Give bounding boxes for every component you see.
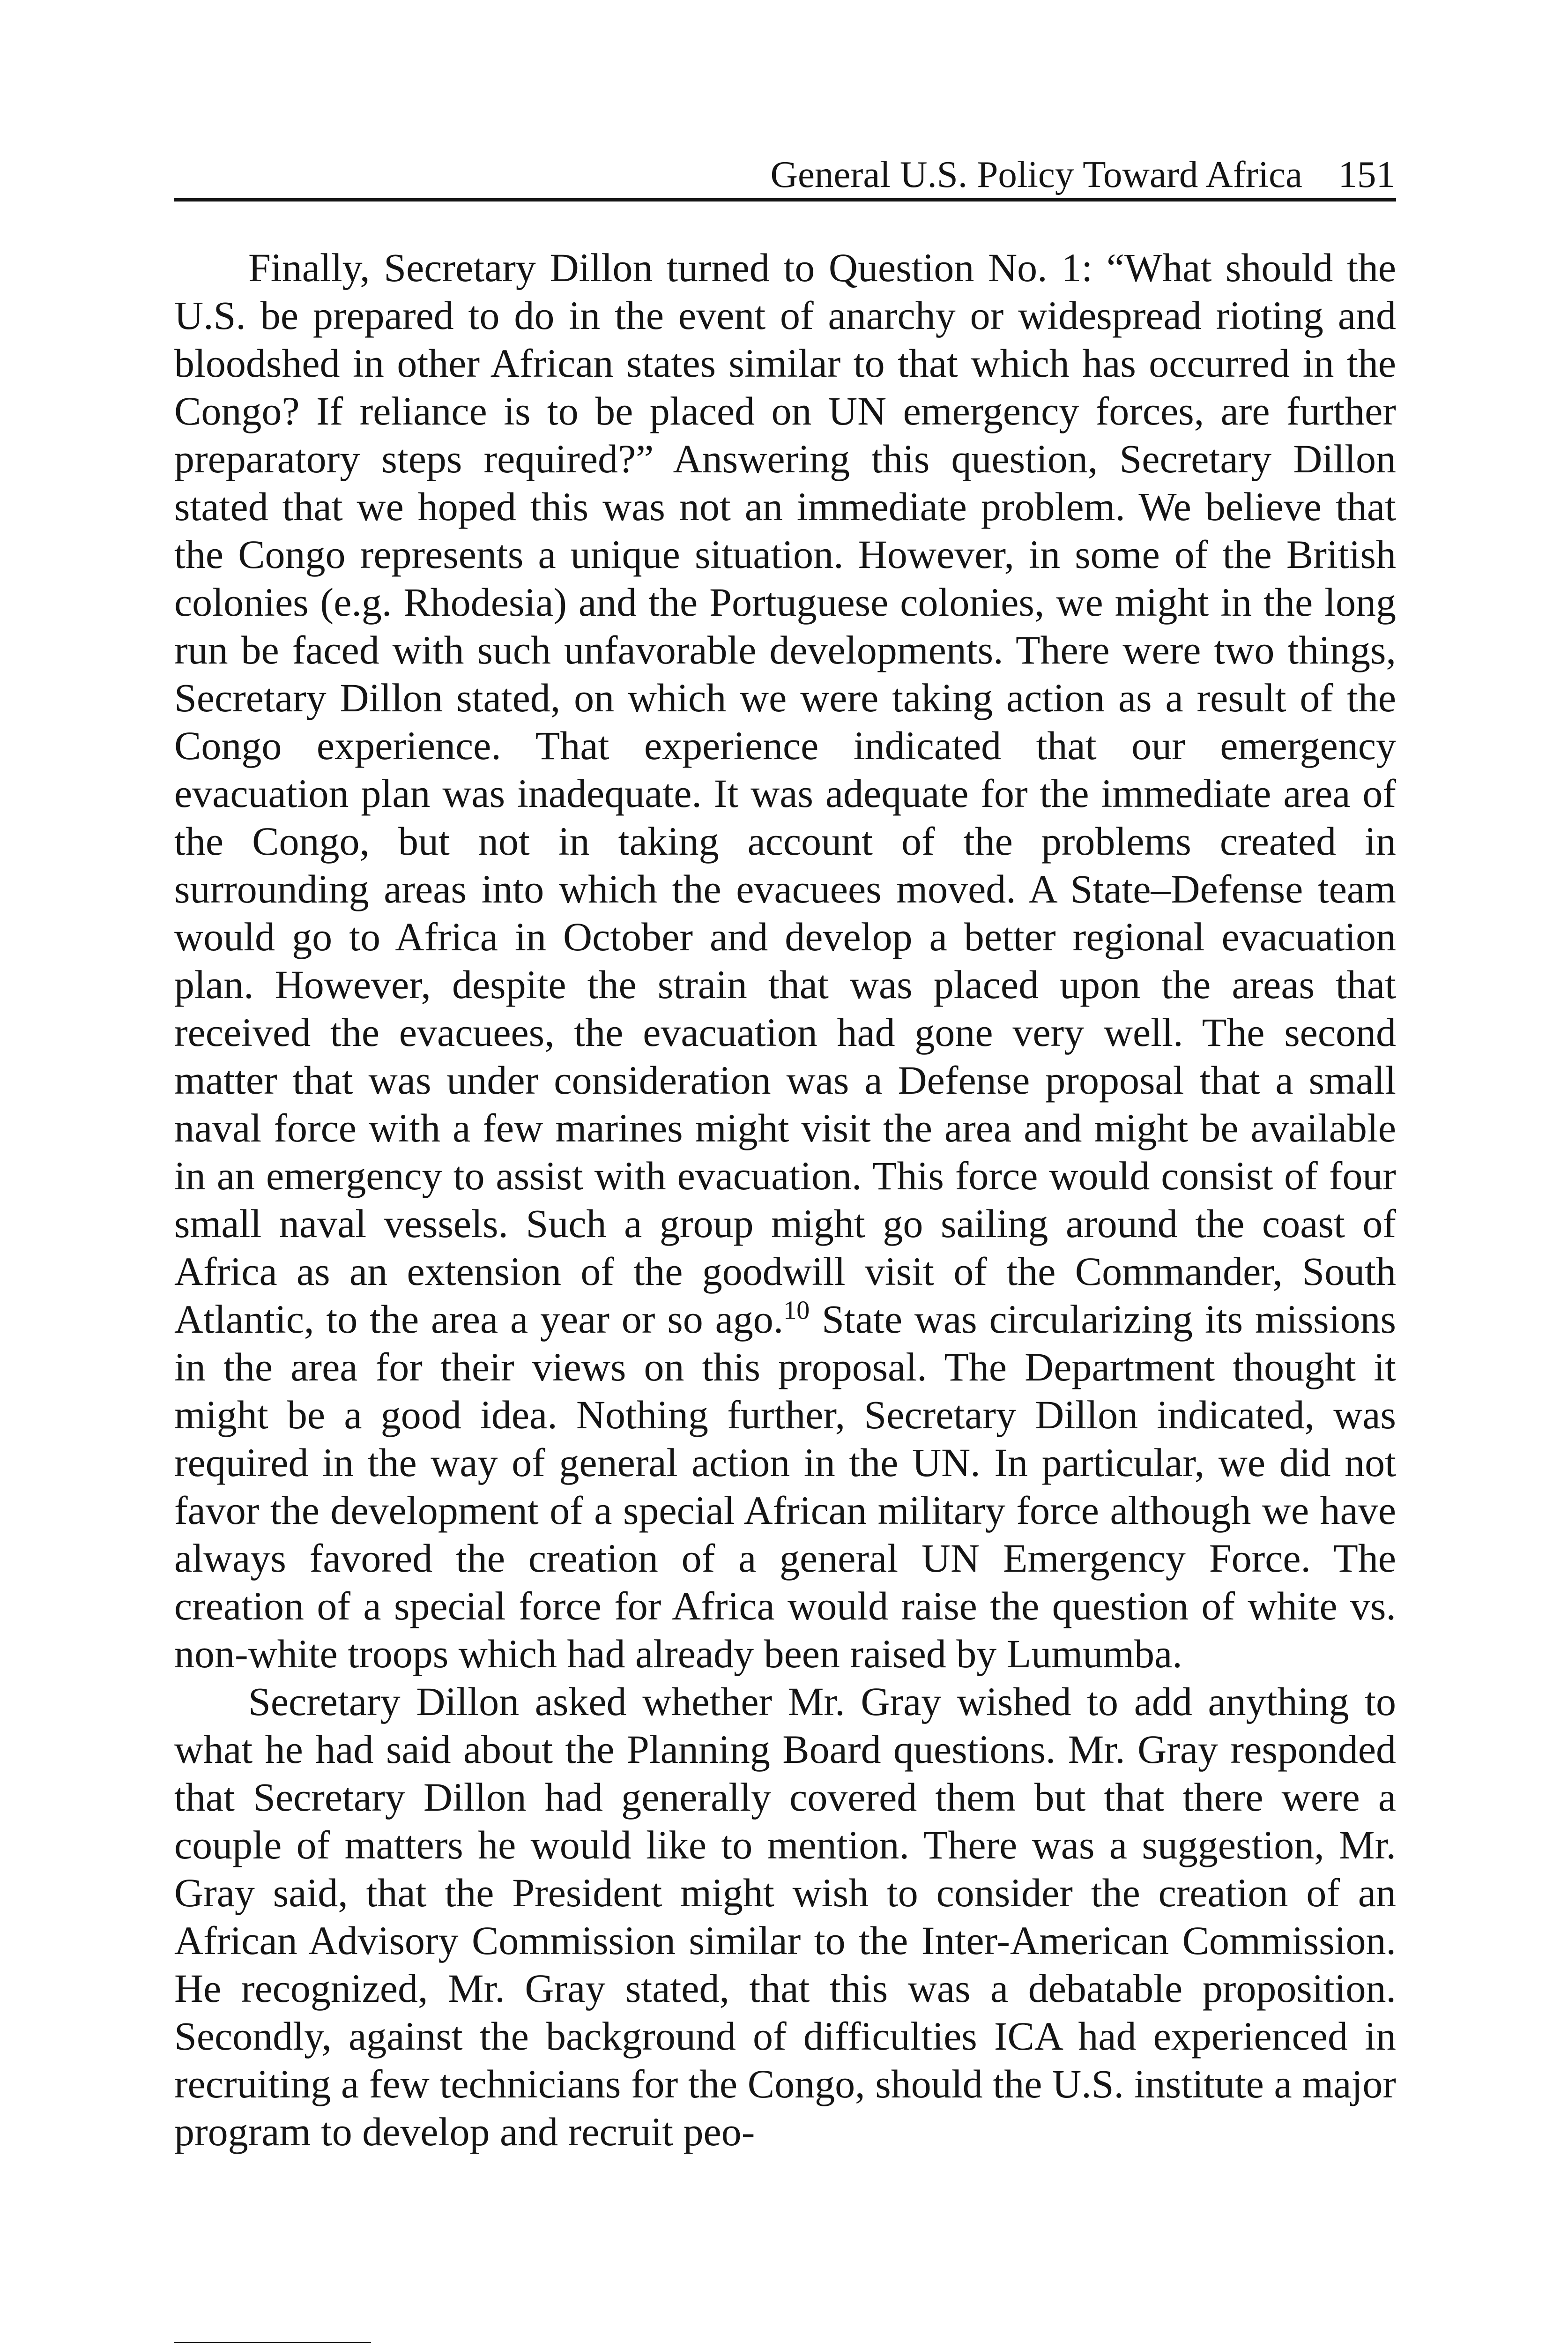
paragraph-1-text-b: State was circularizing its missions in the area for their views on this proposal. The Department thought it might be a good idea. Nothing further, Secretary Dillon indicated, was required in the way of general action in the UN. In particular, we did not favor the development of a special African military force although we have always favored the creation of a general UN Emergency Force. The creation of a special force for Africa would raise the question of white vs. non-white troops which had already been raised by Lumumba. [174, 1297, 1397, 1676]
footnote-reference-10: 10 [783, 1296, 810, 1325]
running-head-title: General U.S. Policy Toward Africa [770, 153, 1302, 195]
body-text [174, 244, 1396, 2156]
paragraph-2: Secretary Dillon asked whether Mr. Gray wished to add anything to what he had said about the Planning Board questions. Mr. Gray responded that Secretary Dillon had generally covered them but that there were a couple of matters he would like to mention. There was a suggestion, Mr. Gray said, that the President might wish to consider the creation of an African Advisory Commission similar to the Inter-American Commission. He recognized, Mr. Gray stated, that this was a debatable proposition. Secondly, against the background of difficulties ICA had experienced in recruiting a few technicians for the Congo, should the U.S. institute a major program to develop and recruit peo- [174, 1679, 1396, 2154]
running-head [174, 141, 1396, 201]
paragraph-1 [174, 244, 1396, 1678]
paragraph-1-text-a: Finally, Secretary Dillon turned to Question No. 1: “What should the U.S. be prepared to do in the event of anarchy or widespread rioting and bloodshed in other African states similar to that which has occurred in the Congo? If reliance is to be placed on UN emergency forces, are further preparatory steps required?” Answering this question, Secretary Dillon stated that we hoped this was not an immediate problem. We believe that the Congo represents a unique situation. However, in some of the British colonies (e.g. Rhodesia) and the Portuguese colonies, we might in the long run be faced with such unfavorable developments. There were two things, Secretary Dillon stated, on which we were taking action as a result of the Congo experience. That experience indicated that our emergency evacuation plan was inadequate. It was adequate for the immediate area of the Congo, but not in taking account of the problems created in surrounding areas into which the evacuees moved. A State–Defense team would go to Africa in October and develop a better regional evacuation plan. However, despite the strain that was placed upon the areas that received the evacuees, the evacuation had gone very well. The second matter that was under consideration was a Defense proposal that a small naval force with a few marines might visit the area and might be available in an emergency to assist with evacuation. This force would consist of four small naval vessels. Such a group might go sailing around the coast of Africa as an extension of the goodwill visit of the Commander, South Atlantic, to the area a year or so ago. [174, 245, 1396, 1342]
page-number: 151 [1338, 153, 1395, 195]
